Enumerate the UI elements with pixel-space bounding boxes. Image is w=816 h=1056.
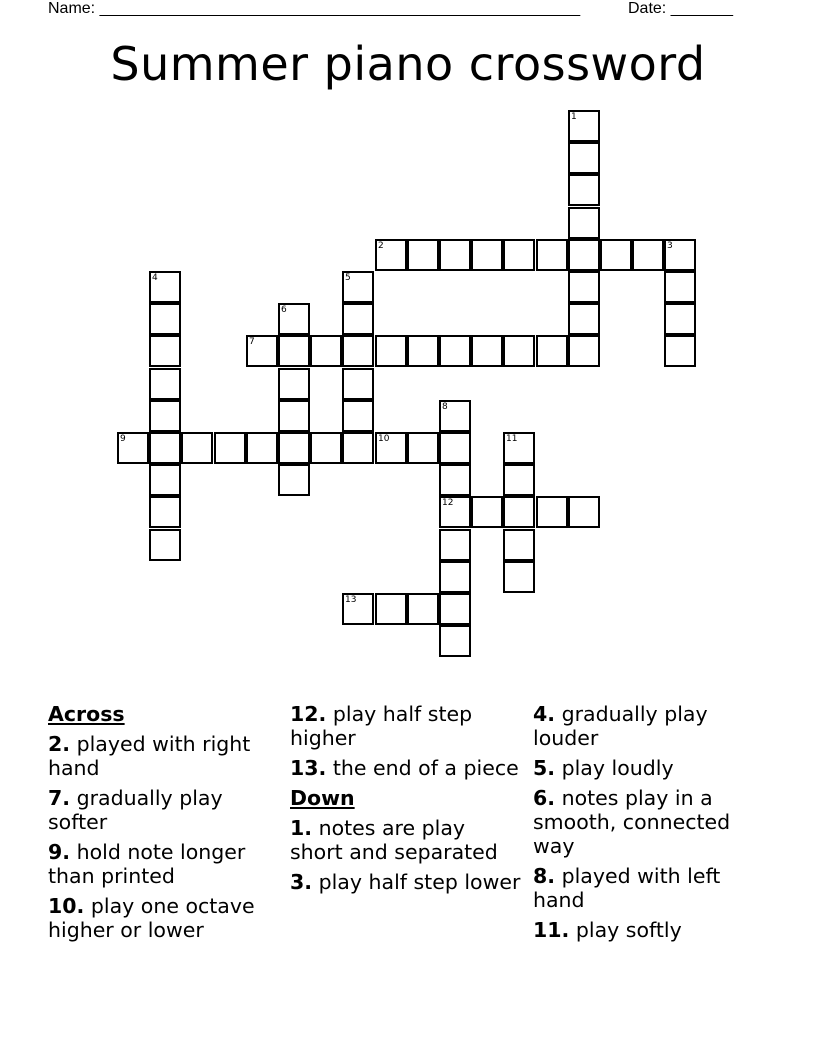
- cell-number: 7: [249, 337, 255, 347]
- cell-number: 4: [152, 273, 158, 283]
- crossword-cell[interactable]: [536, 239, 568, 271]
- crossword-cell[interactable]: [214, 432, 246, 464]
- cell-number: 3: [667, 241, 673, 251]
- crossword-cell[interactable]: [375, 239, 407, 271]
- crossword-cell[interactable]: [278, 335, 310, 367]
- crossword-cell[interactable]: [149, 303, 181, 335]
- crossword-cell[interactable]: [149, 335, 181, 367]
- crossword-cell[interactable]: [536, 335, 568, 367]
- crossword-cell[interactable]: [664, 239, 696, 271]
- crossword-cell[interactable]: [439, 529, 471, 561]
- crossword-cell[interactable]: [149, 368, 181, 400]
- cell-number: 12: [442, 498, 454, 508]
- crossword-cell[interactable]: [246, 432, 278, 464]
- cell-number: 10: [378, 434, 390, 444]
- crossword-cell[interactable]: [568, 335, 600, 367]
- crossword-cell[interactable]: [342, 432, 374, 464]
- cell-number: 2: [378, 241, 384, 251]
- crossword-cell[interactable]: [342, 335, 374, 367]
- clue-down-11: 11. play softly: [533, 918, 682, 942]
- crossword-cell[interactable]: [278, 303, 310, 335]
- crossword-cell[interactable]: [471, 239, 503, 271]
- clues-column-2: [290, 702, 522, 900]
- crossword-cell[interactable]: [439, 464, 471, 496]
- name-field[interactable]: Name: ______________________________________________________: [48, 0, 581, 17]
- clue-across-2: 2. played with right hand: [48, 732, 251, 780]
- crossword-cell[interactable]: [664, 303, 696, 335]
- clue-down-8: 8. played with left hand: [533, 864, 721, 912]
- crossword-cell[interactable]: [342, 303, 374, 335]
- crossword-cell[interactable]: [503, 239, 535, 271]
- crossword-cell[interactable]: [568, 110, 600, 142]
- crossword-cell[interactable]: [503, 335, 535, 367]
- crossword-cell[interactable]: [536, 496, 568, 528]
- crossword-cell[interactable]: [310, 335, 342, 367]
- crossword-cell[interactable]: [503, 529, 535, 561]
- crossword-cell[interactable]: [439, 496, 471, 528]
- clues-column-3: [533, 702, 765, 948]
- crossword-cell[interactable]: [310, 432, 342, 464]
- crossword-cell[interactable]: [568, 271, 600, 303]
- clue-down-1: 1. notes are play short and separated: [290, 816, 498, 864]
- crossword-cell[interactable]: [503, 561, 535, 593]
- crossword-cell[interactable]: [503, 464, 535, 496]
- crossword-cell[interactable]: [503, 432, 535, 464]
- down-heading: Down: [290, 786, 355, 810]
- across-heading: Across: [48, 702, 125, 726]
- crossword-cell[interactable]: [407, 432, 439, 464]
- clue-across-10: 10. play one octave higher or lower: [48, 894, 255, 942]
- crossword-cell[interactable]: [439, 593, 471, 625]
- crossword-cell[interactable]: [149, 271, 181, 303]
- crossword-cell[interactable]: [342, 271, 374, 303]
- crossword-cell[interactable]: [568, 174, 600, 206]
- crossword-cell[interactable]: [568, 303, 600, 335]
- crossword-cell[interactable]: [149, 529, 181, 561]
- crossword-cell[interactable]: [568, 142, 600, 174]
- clue-across-7: 7. gradually play softer: [48, 786, 223, 834]
- crossword-cell[interactable]: [278, 368, 310, 400]
- clue-across-13: 13. the end of a piece: [290, 756, 519, 780]
- crossword-cell[interactable]: [278, 400, 310, 432]
- crossword-cell[interactable]: [246, 335, 278, 367]
- crossword-cell[interactable]: [342, 593, 374, 625]
- crossword-cell[interactable]: [439, 432, 471, 464]
- clue-across-9: 9. hold note longer than printed: [48, 840, 246, 888]
- crossword-cell[interactable]: [149, 400, 181, 432]
- cell-number: 11: [506, 434, 518, 444]
- clue-down-6: 6. notes play in a smooth, connected way: [533, 786, 731, 858]
- crossword-cell[interactable]: [407, 239, 439, 271]
- crossword-cell[interactable]: [149, 464, 181, 496]
- crossword-cell[interactable]: [375, 593, 407, 625]
- crossword-cell[interactable]: [439, 335, 471, 367]
- crossword-cell[interactable]: [149, 432, 181, 464]
- crossword-cell[interactable]: [471, 335, 503, 367]
- crossword-cell[interactable]: [568, 239, 600, 271]
- crossword-cell[interactable]: [471, 496, 503, 528]
- crossword-cell[interactable]: [503, 496, 535, 528]
- clue-down-3: 3. play half step lower: [290, 870, 521, 894]
- crossword-cell[interactable]: [439, 625, 471, 657]
- crossword-cell[interactable]: [278, 432, 310, 464]
- crossword-cell[interactable]: [600, 239, 632, 271]
- crossword-cell[interactable]: [117, 432, 149, 464]
- cell-number: 1: [571, 112, 577, 122]
- cell-number: 8: [442, 402, 448, 412]
- crossword-cell[interactable]: [664, 271, 696, 303]
- crossword-cell[interactable]: [375, 432, 407, 464]
- clue-down-5: 5. play loudly: [533, 756, 674, 780]
- crossword-cell[interactable]: [568, 207, 600, 239]
- crossword-cell[interactable]: [407, 335, 439, 367]
- crossword-cell[interactable]: [342, 368, 374, 400]
- cell-number: 5: [345, 273, 351, 283]
- cell-number: 6: [281, 305, 287, 315]
- crossword-cell[interactable]: [632, 239, 664, 271]
- clue-across-12: 12. play half step higher: [290, 702, 473, 750]
- crossword-cell[interactable]: [439, 400, 471, 432]
- clue-down-4: 4. gradually play louder: [533, 702, 708, 750]
- clues-column-1: [48, 702, 280, 948]
- crossword-cell[interactable]: [439, 561, 471, 593]
- crossword-cell[interactable]: [407, 593, 439, 625]
- crossword-cell[interactable]: [568, 496, 600, 528]
- crossword-cell[interactable]: [181, 432, 213, 464]
- date-field[interactable]: Date: _______: [628, 0, 733, 17]
- crossword-cell[interactable]: [149, 496, 181, 528]
- crossword-cell[interactable]: [439, 239, 471, 271]
- crossword-cell[interactable]: [342, 400, 374, 432]
- cell-number: 13: [345, 595, 357, 605]
- page-title: Summer piano crossword: [110, 37, 706, 91]
- crossword-cell[interactable]: [375, 335, 407, 367]
- cell-number: 9: [120, 434, 126, 444]
- crossword-cell[interactable]: [278, 464, 310, 496]
- crossword-cell[interactable]: [664, 335, 696, 367]
